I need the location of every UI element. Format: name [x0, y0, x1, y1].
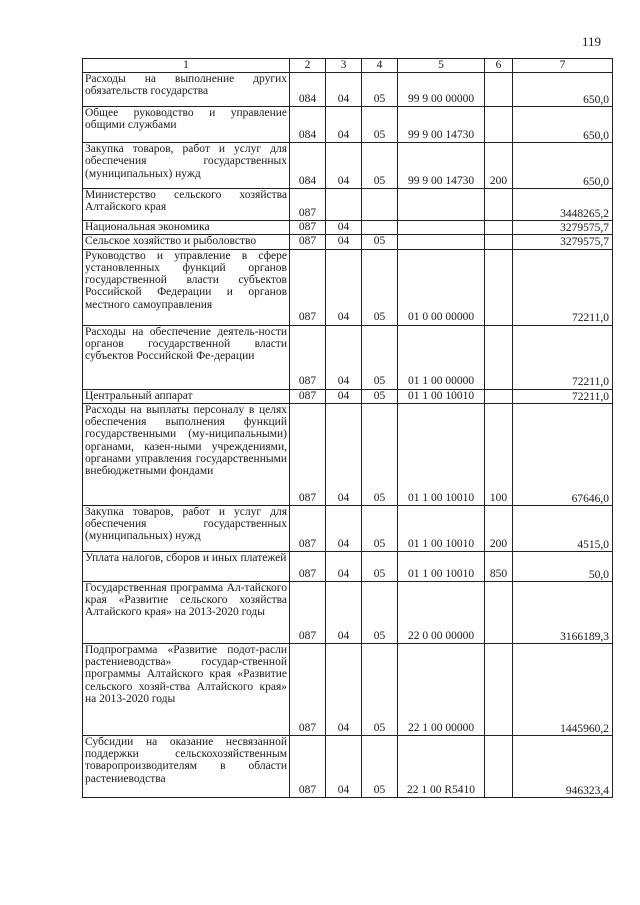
section-code: 04 — [326, 735, 362, 797]
amount: 3166189,3 — [513, 581, 613, 643]
amount: 72211,0 — [513, 325, 613, 389]
department-code: 087 — [290, 325, 326, 389]
table-row — [83, 643, 613, 735]
row-name: Общее руководство и управление общими службами — [83, 107, 290, 143]
department-code: 084 — [290, 73, 326, 107]
expense-type-code: 200 — [485, 505, 513, 551]
row-name: Руководство и управление в сфере установленных функций органов государственной власти субъектов Российской Федерации и органов местного самоуправления — [83, 249, 290, 325]
section-code: 04 — [326, 143, 362, 189]
amount: 946323,4 — [513, 735, 613, 797]
table-row — [83, 235, 613, 249]
department-code: 087 — [290, 235, 326, 249]
department-code: 084 — [290, 143, 326, 189]
row-name: Министерство сельского хозяйства Алтайского края — [83, 189, 290, 221]
target-article-code: 01 1 00 00000 — [398, 325, 485, 389]
amount: 67646,0 — [513, 403, 613, 505]
section-code: 04 — [326, 389, 362, 403]
expense-type-code — [485, 249, 513, 325]
amount: 1445960,2 — [513, 643, 613, 735]
subsection-code: 05 — [362, 403, 398, 505]
expense-type-code — [485, 107, 513, 143]
expense-type-code: 200 — [485, 143, 513, 189]
table-row — [83, 221, 613, 235]
table-row — [83, 73, 613, 107]
table-header-row — [83, 59, 613, 73]
table-row — [83, 107, 613, 143]
table-row — [83, 403, 613, 505]
table-row — [83, 735, 613, 797]
column-header: 1 — [83, 59, 290, 73]
subsection-code: 05 — [362, 735, 398, 797]
amount: 4515,0 — [513, 505, 613, 551]
column-header: 2 — [290, 59, 326, 73]
section-code: 04 — [326, 643, 362, 735]
page-number: 119 — [582, 34, 602, 49]
expense-type-code — [485, 325, 513, 389]
subsection-code: 05 — [362, 389, 398, 403]
row-name: Сельское хозяйство и рыболовство — [83, 235, 290, 249]
department-code: 087 — [290, 403, 326, 505]
target-article-code: 99 9 00 14730 — [398, 143, 485, 189]
subsection-code: 05 — [362, 143, 398, 189]
table-row — [83, 389, 613, 403]
budget-table — [82, 58, 613, 798]
section-code: 04 — [326, 581, 362, 643]
row-name: Расходы на выполнение других обязательств государства — [83, 73, 290, 107]
department-code: 087 — [290, 505, 326, 551]
department-code: 087 — [290, 735, 326, 797]
expense-type-code — [485, 581, 513, 643]
amount: 50,0 — [513, 551, 613, 581]
amount: 650,0 — [513, 73, 613, 107]
target-article-code: 01 1 00 10010 — [398, 505, 485, 551]
amount: 72211,0 — [513, 249, 613, 325]
table-row — [83, 325, 613, 389]
table-row — [83, 249, 613, 325]
department-code: 087 — [290, 581, 326, 643]
column-header: 5 — [398, 59, 485, 73]
expense-type-code — [485, 389, 513, 403]
subsection-code: 05 — [362, 73, 398, 107]
department-code: 084 — [290, 107, 326, 143]
amount: 72211,0 — [513, 389, 613, 403]
row-name: Субсидии на оказание несвязанной поддержки сельскохозяйственным товаропроизводителям в области растениеводства — [83, 735, 290, 797]
expense-type-code: 100 — [485, 403, 513, 505]
expense-type-code — [485, 643, 513, 735]
target-article-code: 99 9 00 00000 — [398, 73, 485, 107]
target-article-code: 22 1 00 00000 — [398, 643, 485, 735]
row-name: Расходы на выплаты персоналу в целях обеспечения выполнения функций государственными (му-ниципальными) органами, казен-ными учреждениями, органами управления государственными внебюджетными фондами — [83, 403, 290, 505]
row-name: Закупка товаров, работ и услуг для обеспечения государственных (муниципальных) нужд — [83, 143, 290, 189]
department-code: 087 — [290, 221, 326, 235]
table-row — [83, 189, 613, 221]
row-name: Закупка товаров, работ и услуг для обеспечения государственных (муниципальных) нужд — [83, 505, 290, 551]
amount: 3448265,2 — [513, 189, 613, 221]
subsection-code: 05 — [362, 643, 398, 735]
column-header: 3 — [326, 59, 362, 73]
section-code: 04 — [326, 325, 362, 389]
target-article-code: 99 9 00 14730 — [398, 107, 485, 143]
expense-type-code: 850 — [485, 551, 513, 581]
amount: 650,0 — [513, 143, 613, 189]
target-article-code — [398, 235, 485, 249]
subsection-code: 05 — [362, 107, 398, 143]
column-header: 4 — [362, 59, 398, 73]
table-row — [83, 505, 613, 551]
target-article-code — [398, 189, 485, 221]
department-code: 087 — [290, 551, 326, 581]
row-name: Подпрограмма «Развитие подот-расли растениеводства» государ-ственной программы Алтайского края «Развитие сельского хозяй-ства Алтайского края» на 2013-2020 годы — [83, 643, 290, 735]
target-article-code: 01 1 00 10010 — [398, 551, 485, 581]
amount: 3279575,7 — [513, 221, 613, 235]
subsection-code: 05 — [362, 581, 398, 643]
expense-type-code — [485, 73, 513, 107]
subsection-code: 05 — [362, 235, 398, 249]
target-article-code: 01 1 00 10010 — [398, 403, 485, 505]
target-article-code — [398, 221, 485, 235]
expense-type-code — [485, 221, 513, 235]
section-code: 04 — [326, 403, 362, 505]
section-code: 04 — [326, 551, 362, 581]
subsection-code: 05 — [362, 551, 398, 581]
amount: 650,0 — [513, 107, 613, 143]
department-code: 087 — [290, 389, 326, 403]
table-row — [83, 143, 613, 189]
subsection-code: 05 — [362, 505, 398, 551]
target-article-code: 01 1 00 10010 — [398, 389, 485, 403]
amount: 3279575,7 — [513, 235, 613, 249]
department-code: 087 — [290, 249, 326, 325]
column-header: 6 — [485, 59, 513, 73]
subsection-code — [362, 221, 398, 235]
expense-type-code — [485, 189, 513, 221]
subsection-code: 05 — [362, 325, 398, 389]
section-code — [326, 189, 362, 221]
section-code: 04 — [326, 235, 362, 249]
subsection-code — [362, 189, 398, 221]
target-article-code: 22 1 00 R5410 — [398, 735, 485, 797]
section-code: 04 — [326, 221, 362, 235]
column-header: 7 — [513, 59, 613, 73]
table-row — [83, 551, 613, 581]
row-name: Уплата налогов, сборов и иных платежей — [83, 551, 290, 581]
row-name: Расходы на обеспечение деятель-ности органов государственной власти субъектов Российской Фе-дерации — [83, 325, 290, 389]
row-name: Государственная программа Ал-тайского края «Развитие сельского хозяйства Алтайского края» на 2013-2020 годы — [83, 581, 290, 643]
section-code: 04 — [326, 107, 362, 143]
target-article-code: 01 0 00 00000 — [398, 249, 485, 325]
department-code: 087 — [290, 189, 326, 221]
row-name: Национальная экономика — [83, 221, 290, 235]
expense-type-code — [485, 235, 513, 249]
subsection-code: 05 — [362, 249, 398, 325]
target-article-code: 22 0 00 00000 — [398, 581, 485, 643]
expense-type-code — [485, 735, 513, 797]
section-code: 04 — [326, 73, 362, 107]
department-code: 087 — [290, 643, 326, 735]
section-code: 04 — [326, 505, 362, 551]
row-name: Центральный аппарат — [83, 389, 290, 403]
section-code: 04 — [326, 249, 362, 325]
table-row — [83, 581, 613, 643]
